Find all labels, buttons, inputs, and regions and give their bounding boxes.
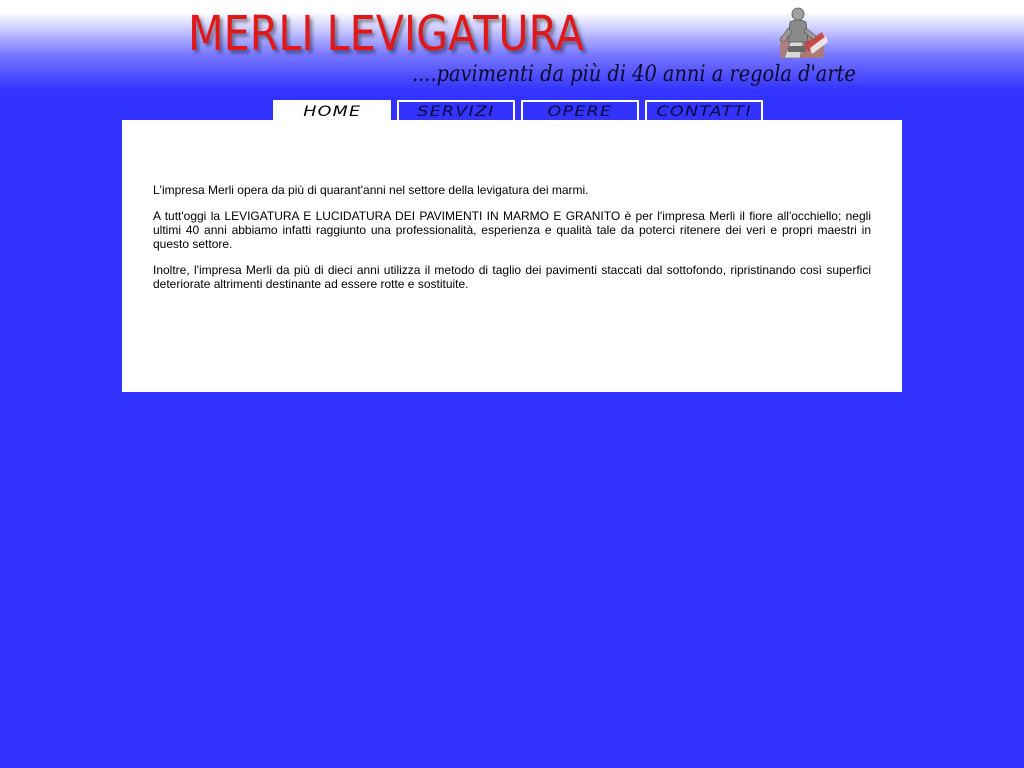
site-title: MERLI LEVIGATURA [188,6,584,62]
nav-tab-home-label: HOME [302,104,362,120]
nav-tab-contatti-label: CONTATTI [656,104,752,120]
method-paragraph: Inoltre, l'impresa Merli da più di dieci anni utilizza il metodo di taglio dei pavimenti staccati dal sottofondo, ripristinando così superfici deteriorate altrimenti destinante ad essere rotte e sostituite. [153,263,871,291]
nav-tab-opere-label: OPERE [547,104,613,120]
nav-tab-contatti[interactable] [645,100,763,120]
content-text [153,183,871,303]
intro-paragraph: L'impresa Merli opera da più di quarant'anni nel settore della levigatura dei marmi. [153,183,589,197]
nav-tab-home[interactable] [273,100,391,120]
nav-tab-servizi-label: SERVIZI [417,104,495,120]
main-nav [273,100,769,120]
nav-tab-opere[interactable] [521,100,639,120]
floor-sanding-emblem-icon [774,2,830,62]
nav-tab-servizi[interactable] [397,100,515,120]
site-tagline: ....pavimenti da più di 40 anni a regola d'arte [412,62,856,87]
content-panel [122,120,902,392]
services-paragraph: A tutt'oggi la LEVIGATURA E LUCIDATURA DEI PAVIMENTI IN MARMO E GRANITO è per l'impresa Merli il fiore all'occhiello; negli ultimi 40 anni abbiamo infatti raggiunto una professionalità, esperienza e qualità tale da poterci ritenere dei veri e propri maestri in questo settore. [153,209,871,251]
